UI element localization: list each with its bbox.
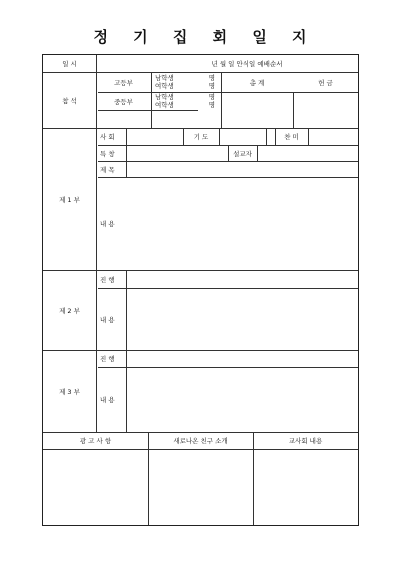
girls-label: 여학생: [155, 82, 174, 90]
host-label: 사 회: [100, 133, 115, 141]
boys-label: 남학생: [155, 93, 174, 101]
girls-label: 여학생: [155, 101, 174, 109]
part2-label: 제 2 부: [59, 306, 80, 315]
attendance-label: 참 석: [62, 96, 77, 105]
announcements-area[interactable]: [43, 449, 148, 525]
offering-label: 헌 금: [318, 78, 333, 87]
part1-label: 제 1 부: [59, 195, 80, 204]
subject-label: 제 목: [100, 165, 115, 174]
preacher-label: 설교자: [233, 149, 252, 158]
elementary-label: 고등부: [114, 78, 133, 87]
middle-counts[interactable]: [155, 92, 217, 110]
part3-label: 제 3 부: [59, 387, 80, 396]
progress-label: 진 행: [100, 275, 115, 284]
part2-content-area[interactable]: [126, 288, 358, 350]
hymn-label: 찬 미: [284, 133, 299, 141]
total-label: 총 계: [249, 78, 265, 87]
part3-content-area[interactable]: [126, 367, 358, 432]
unit: 명: [208, 93, 215, 101]
page-title: 정 기 집 회 일 지: [93, 28, 317, 46]
part1-content-area[interactable]: [126, 177, 358, 270]
content-label: 내 용: [100, 220, 115, 228]
new-friends-label: 새로나온 친구 소개: [173, 437, 228, 445]
prayer-label: 기 도: [193, 133, 209, 141]
date-field[interactable]: 년 월 일 안식일 예배순서: [211, 60, 283, 68]
progress-label: 진 행: [100, 355, 115, 363]
teacher-meeting-label: 교사회 내용: [288, 437, 323, 445]
content-label: 내 용: [100, 396, 115, 404]
unit: 명: [208, 74, 215, 82]
boys-label: 남학생: [155, 74, 174, 82]
special-song-label: 특 창: [100, 149, 115, 158]
middle-label: 중등부: [114, 97, 133, 106]
announcements-label: 광 고 사 항: [79, 437, 112, 445]
teacher-meeting-area[interactable]: [253, 449, 358, 525]
unit: 명: [208, 82, 215, 90]
unit: 명: [208, 101, 215, 109]
content-label: 내 용: [100, 315, 115, 324]
meeting-log-form: [42, 54, 359, 526]
date-label: 일 시: [62, 60, 77, 68]
new-friends-area[interactable]: [148, 449, 253, 525]
elementary-counts[interactable]: [155, 73, 217, 91]
